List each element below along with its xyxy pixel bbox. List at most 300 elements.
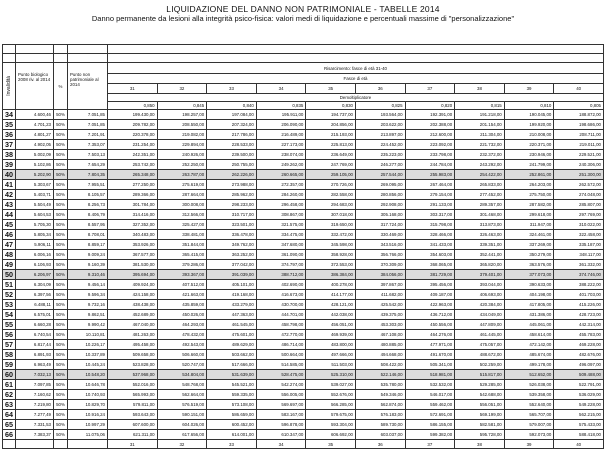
table-row	[3, 360, 604, 370]
multiplier-value: 0,805	[554, 102, 604, 110]
amount-cell: 301.784,00	[108, 200, 158, 210]
amount-cell: 424.158,00	[108, 290, 158, 300]
amount-cell: 263.787,00	[157, 170, 207, 180]
pnp-value: 10.548,20	[68, 370, 108, 380]
amount-cell: 308.867,00	[256, 210, 306, 220]
amount-cell: 297.769,00	[554, 210, 604, 220]
amount-cell: 579.007,00	[504, 420, 554, 430]
amount-cell: 332.472,00	[306, 230, 356, 240]
amount-cell: 260.665,00	[256, 170, 306, 180]
pnp-value: 8.859,17	[68, 240, 108, 250]
punto-value: 6.304,09	[16, 280, 54, 290]
amount-cell: 294.683,00	[306, 200, 356, 210]
percent-value: 50%	[54, 400, 68, 410]
amount-cell: 249.262,00	[256, 160, 306, 170]
amount-cell: 229.521,00	[554, 150, 604, 160]
percent-value: 50%	[54, 310, 68, 320]
amount-cell: 240.926,00	[157, 150, 207, 160]
invalidity-value: 66	[3, 430, 16, 440]
amount-cell: 512.652,00	[504, 370, 554, 380]
amount-cell: 287.664,00	[157, 190, 207, 200]
amount-cell: 505.341,00	[405, 360, 455, 370]
amount-cell: 314.416,00	[108, 210, 158, 220]
amount-cell: 367.577,00	[108, 250, 158, 260]
amount-cell: 368.065,00	[405, 260, 455, 270]
amount-cell: 305.168,00	[355, 210, 405, 220]
invalidity-value: 59	[3, 360, 16, 370]
amount-cell: 315.798,00	[405, 220, 455, 230]
amount-cell: 220.371,00	[504, 140, 554, 150]
amount-cell: 469.939,00	[306, 330, 356, 340]
table-row	[3, 330, 604, 340]
amount-cell: 401.703,00	[554, 290, 604, 300]
amount-cell: 482.676,00	[554, 350, 604, 360]
amount-cell: 246.277,00	[355, 160, 405, 170]
amount-cell: 313.873,00	[455, 220, 505, 230]
multiplier-value: 0,850	[108, 102, 158, 110]
amount-cell: 323.501,00	[207, 220, 257, 230]
percent-value: 50%	[54, 430, 68, 440]
amount-cell: 300.008,00	[157, 200, 207, 210]
amount-cell: 436.712,00	[405, 310, 455, 320]
amount-cell: 233.798,00	[405, 150, 455, 160]
amount-cell: 397.867,00	[355, 280, 405, 290]
footer-blank-cell	[54, 440, 68, 449]
amount-cell: 337.269,00	[504, 240, 554, 250]
table-row	[3, 290, 604, 300]
multiplier-label: Demoltiplicatore	[108, 94, 604, 102]
amount-cell: 409.187,00	[405, 290, 455, 300]
age-header: 36	[355, 84, 405, 94]
percent-value: 50%	[54, 350, 68, 360]
age-header: 31	[108, 84, 158, 94]
amount-cell: 456.051,00	[306, 320, 356, 330]
invalidity-value: 46	[3, 230, 16, 240]
amount-cell: 282.558,00	[306, 190, 356, 200]
table-row	[3, 350, 604, 360]
age-header: 39	[504, 84, 554, 94]
multiplier-value: 0,835	[256, 102, 306, 110]
amount-cell: 453.303,00	[355, 320, 405, 330]
amount-cell: 483.800,00	[306, 340, 356, 350]
amount-cell: 518.981,00	[405, 370, 455, 380]
amount-cell: 381.530,00	[108, 260, 158, 270]
invalidity-value: 49	[3, 260, 16, 270]
multiplier-value: 0,820	[405, 102, 455, 110]
amount-cell: 407.512,00	[157, 280, 207, 290]
percent-value: 50%	[54, 260, 68, 270]
amount-cell: 404.198,00	[504, 290, 554, 300]
amount-cell: 324.461,00	[504, 230, 554, 240]
table-row	[3, 170, 604, 180]
punto-value: 7.331,53	[16, 420, 54, 430]
amount-cell: 328.466,00	[405, 230, 455, 240]
invalidity-value: 43	[3, 200, 16, 210]
amount-cell: 377.042,00	[207, 260, 257, 270]
percent-value: 50%	[54, 110, 68, 120]
percent-value: 50%	[54, 240, 68, 250]
amount-cell: 517.666,00	[207, 360, 257, 370]
amount-cell: 377.073,00	[504, 270, 554, 280]
invalidity-value: 34	[3, 110, 16, 120]
amount-cell: 204.856,00	[306, 120, 356, 130]
punto-value: 6.891,93	[16, 350, 54, 360]
punto-value: 6.575,01	[16, 310, 54, 320]
amount-cell: 221.732,00	[455, 140, 505, 150]
amount-cell: 206.090,00	[256, 120, 306, 130]
amount-cell: 319.650,00	[306, 220, 356, 230]
amount-cell: 202.388,00	[405, 120, 455, 130]
amount-cell: 259.105,00	[306, 170, 356, 180]
amount-cell: 348.117,00	[554, 250, 604, 260]
amount-cell: 415.226,00	[554, 300, 604, 310]
footer-age: 33	[207, 440, 257, 449]
amount-cell: 469.228,00	[554, 340, 604, 350]
table-row	[3, 320, 604, 330]
amount-cell: 250.755,00	[207, 160, 257, 170]
amount-cell: 273.988,00	[207, 180, 257, 190]
amount-cell: 428.723,00	[554, 310, 604, 320]
amount-cell: 201.154,00	[455, 120, 505, 130]
amount-cell: 284.260,00	[256, 190, 306, 200]
amount-cell: 343.516,00	[355, 240, 405, 250]
percent-value: 50%	[54, 410, 68, 420]
amount-cell: 526.038,00	[504, 380, 554, 390]
amount-cell: 321.575,00	[256, 220, 306, 230]
footer-blank-cell	[16, 440, 54, 449]
amount-cell: 285.962,00	[207, 190, 257, 200]
amount-cell: 461.445,00	[455, 330, 505, 340]
pnp-value: 9.310,46	[68, 270, 108, 280]
invalidity-label: Invalidità	[6, 75, 12, 96]
amount-cell: 303.317,00	[405, 210, 455, 220]
amount-cell: 251.300,00	[554, 170, 604, 180]
pnp-value: 9.732,16	[68, 300, 108, 310]
amount-cell: 388.712,00	[256, 270, 306, 280]
amount-cell: 208.711,00	[554, 130, 604, 140]
amount-cell: 307.018,00	[306, 210, 356, 220]
amount-cell: 370.309,00	[355, 260, 405, 270]
amount-cell: 572.691,00	[405, 410, 455, 420]
amount-cell: 223.092,00	[405, 140, 455, 150]
amount-cell: 421.663,00	[157, 290, 207, 300]
amount-cell: 552.640,00	[504, 400, 554, 410]
age-header: 38	[455, 84, 505, 94]
amount-cell: 372.553,00	[306, 260, 356, 270]
amount-cell: 262.226,00	[207, 170, 257, 180]
pnp-value: 9.990,42	[68, 320, 108, 330]
punto-value: 4.701,23	[16, 120, 54, 130]
table-row	[3, 190, 604, 200]
percent-value: 50%	[54, 370, 68, 380]
amount-cell: 193.564,00	[355, 110, 405, 120]
amount-cell: 192.391,00	[405, 110, 455, 120]
amount-cell: 311.947,00	[504, 220, 554, 230]
page-subtitle: Danno permanente da lesioni alla integrità psico-fisica: valori medi di liquidazione e percentuali massime di "personalizzazione"	[91, 14, 515, 23]
amount-cell: 461.545,00	[207, 320, 257, 330]
amount-cell: 384.056,00	[355, 270, 405, 280]
multiplier-value: 0,825	[355, 102, 405, 110]
amount-cell: 257.544,00	[355, 170, 405, 180]
amount-cell: 391.039,00	[207, 270, 257, 280]
amount-cell: 447.363,00	[207, 310, 257, 320]
amount-cell: 556.051,00	[455, 400, 505, 410]
footer-age: 32	[157, 440, 207, 449]
amount-cell: 280.856,00	[355, 190, 405, 200]
pnp-value: 9.456,14	[68, 280, 108, 290]
punto-value: 6.963,49	[16, 360, 54, 370]
amount-cell: 406.693,00	[455, 290, 505, 300]
amount-cell: 277.250,00	[108, 180, 158, 190]
amount-cell: 215.193,00	[306, 130, 356, 140]
amount-cell: 350.279,00	[504, 250, 554, 260]
invalidity-value: 62	[3, 390, 16, 400]
table-row	[3, 370, 604, 380]
percent-value: 50%	[54, 160, 68, 170]
amount-cell: 255.983,00	[405, 170, 455, 180]
amount-cell: 593.643,00	[108, 410, 158, 420]
amount-cell: 579.675,00	[306, 410, 356, 420]
amount-cell: 595.728,00	[455, 430, 505, 440]
amount-cell: 310.022,00	[554, 220, 604, 230]
table-row	[3, 260, 604, 270]
amount-cell: 393.044,00	[455, 280, 505, 290]
amount-cell: 252.861,00	[504, 170, 554, 180]
amount-cell: 265.833,00	[455, 180, 505, 190]
amount-cell: 244.784,00	[405, 160, 455, 170]
pnp-value: 10.337,89	[68, 350, 108, 360]
amount-cell: 291.133,00	[405, 200, 455, 210]
table-row	[3, 220, 604, 230]
liquidation-table	[2, 44, 604, 449]
amount-cell: 556.005,00	[256, 390, 306, 400]
amount-cell: 254.422,00	[455, 170, 505, 180]
amount-cell: 419.168,00	[207, 290, 257, 300]
invalidity-value: 44	[3, 210, 16, 220]
amount-cell: 488.672,00	[455, 350, 505, 360]
amount-cell: 414.177,00	[306, 290, 356, 300]
amount-cell: 230.946,00	[504, 150, 554, 160]
amount-cell: 566.285,00	[306, 400, 356, 410]
amount-cell: 272.357,00	[256, 180, 306, 190]
invalidity-header	[3, 63, 16, 110]
punto-value: 6.817,44	[16, 340, 54, 350]
amount-cell: 354.603,00	[405, 250, 455, 260]
amount-cell: 442.314,00	[554, 320, 604, 330]
pnp-value: 11.075,06	[68, 430, 108, 440]
punto-value: 5.202,90	[16, 170, 54, 180]
invalidity-value: 53	[3, 300, 16, 310]
multiplier-value: 0,815	[455, 102, 505, 110]
amount-cell: 475.601,00	[207, 330, 257, 340]
percent-value: 50%	[54, 340, 68, 350]
amount-cell: 481.263,00	[108, 330, 158, 340]
percent-value: 50%	[54, 130, 68, 140]
pct-header: %	[54, 63, 68, 110]
amount-cell: 225.813,00	[306, 140, 356, 150]
amount-cell: 379.286,00	[157, 260, 207, 270]
amount-cell: 552.016,00	[108, 380, 158, 390]
punto-value: 5.002,09	[16, 150, 54, 160]
punto-value: 5.705,30	[16, 220, 54, 230]
percent-value: 50%	[54, 380, 68, 390]
age-header: 34	[256, 84, 306, 94]
amount-cell: 335.187,00	[554, 240, 604, 250]
amount-cell: 559.462,00	[405, 400, 455, 410]
amount-cell: 219.082,00	[157, 130, 207, 140]
amount-cell: 467.040,00	[108, 320, 158, 330]
amount-cell: 247.769,00	[306, 160, 356, 170]
amount-cell: 326.463,00	[455, 230, 505, 240]
invalidity-value: 56	[3, 330, 16, 340]
punto-value: 4.600,46	[16, 110, 54, 120]
amount-cell: 191.218,00	[455, 110, 505, 120]
amount-cell: 522.791,00	[554, 380, 604, 390]
invalidity-value: 37	[3, 140, 16, 150]
amount-cell: 274.048,00	[554, 190, 604, 200]
amount-cell: 395.456,00	[405, 280, 455, 290]
amount-cell: 472.142,00	[504, 340, 554, 350]
pnp-header: Punto non patrimoniale al 2014	[68, 63, 108, 110]
amount-cell: 431.386,00	[504, 310, 554, 320]
pnp-value: 9.862,51	[68, 310, 108, 320]
invalidity-value: 52	[3, 290, 16, 300]
pnp-value: 7.201,91	[68, 130, 108, 140]
amount-cell: 296.458,00	[256, 200, 306, 210]
table-row	[3, 300, 604, 310]
amount-cell: 509.658,00	[108, 350, 158, 360]
amount-cell: 227.173,00	[256, 140, 306, 150]
amount-cell: 190.045,00	[504, 110, 554, 120]
percent-value: 50%	[54, 230, 68, 240]
pnp-value: 7.353,07	[68, 140, 108, 150]
punto-value: 5.102,86	[16, 160, 54, 170]
punto-value: 6.488,11	[16, 300, 54, 310]
amount-cell: 219.011,00	[554, 140, 604, 150]
multiplier-value: 0,845	[157, 102, 207, 110]
percent-value: 50%	[54, 420, 68, 430]
age-range-title: Risarcimento: fasce di età 31-40	[108, 63, 604, 74]
amount-cell: 562.215,00	[554, 410, 604, 420]
percent-value: 50%	[54, 390, 68, 400]
amount-cell: 365.820,00	[455, 260, 505, 270]
table-row	[3, 150, 604, 160]
amount-cell: 208.550,00	[157, 120, 207, 130]
amount-cell: 539.358,00	[504, 390, 554, 400]
pnp-value: 7.503,13	[68, 150, 108, 160]
footer-age: 38	[455, 440, 505, 449]
age-header: 40	[554, 84, 604, 94]
amount-cell: 400.278,00	[306, 280, 356, 290]
amount-cell: 545.521,00	[207, 380, 257, 390]
amount-cell: 464.276,00	[405, 330, 455, 340]
punto-value: 5.403,71	[16, 190, 54, 200]
amount-cell: 506.660,00	[157, 350, 207, 360]
amount-cell: 508.422,00	[355, 360, 405, 370]
amount-cell: 212.600,00	[405, 130, 455, 140]
amount-cell: 589.730,00	[355, 420, 405, 430]
age-header: 32	[157, 84, 207, 94]
percent-value: 50%	[54, 290, 68, 300]
amount-cell: 480.885,00	[355, 340, 405, 350]
amount-cell: 434.049,00	[455, 310, 505, 320]
amount-cell: 486.714,00	[256, 340, 306, 350]
amount-cell: 537.968,00	[108, 370, 158, 380]
amount-cell: 576.183,00	[355, 410, 405, 420]
amount-cell: 327.352,00	[108, 220, 158, 230]
punto-value: 7.032,13	[16, 370, 54, 380]
percent-value: 50%	[54, 360, 68, 370]
invalidity-value: 40	[3, 170, 16, 180]
invalidity-value: 48	[3, 250, 16, 260]
invalidity-value: 55	[3, 320, 16, 330]
footer-age: 37	[405, 440, 455, 449]
amount-cell: 231.254,00	[108, 140, 158, 150]
amount-cell: 536.029,00	[554, 390, 604, 400]
invalidity-value: 57	[3, 340, 16, 350]
amount-cell: 203.622,00	[355, 120, 405, 130]
amount-cell: 582.581,00	[455, 420, 505, 430]
multiplier-value: 0,840	[207, 102, 257, 110]
amount-cell: 559.335,00	[207, 390, 257, 400]
amount-cell: 217.786,00	[207, 130, 257, 140]
amount-cell: 379.401,00	[455, 270, 505, 280]
amount-cell: 292.908,00	[355, 200, 405, 210]
percent-value: 50%	[54, 220, 68, 230]
invalidity-value: 54	[3, 310, 16, 320]
punto-value: 7.219,80	[16, 400, 54, 410]
amount-cell: 455.783,00	[554, 330, 604, 340]
amount-cell: 495.458,00	[108, 340, 158, 350]
amount-cell: 264.203,00	[504, 180, 554, 190]
amount-cell: 210.008,00	[504, 130, 554, 140]
amount-cell: 546.017,00	[405, 390, 455, 400]
amount-cell: 339.351,00	[455, 240, 505, 250]
amount-cell: 450.026,00	[157, 310, 207, 320]
amount-cell: 583.167,00	[256, 410, 306, 420]
amount-cell: 356.766,00	[355, 250, 405, 260]
punto-value: 7.277,49	[16, 410, 54, 420]
pnp-value: 7.051,85	[68, 110, 108, 120]
amount-cell: 514.585,00	[256, 360, 306, 370]
age-header: 35	[306, 84, 356, 94]
amount-cell: 532.532,00	[405, 380, 455, 390]
amount-cell: 374.797,00	[256, 260, 306, 270]
punto-value: 6.006,16	[16, 250, 54, 260]
percent-value: 50%	[54, 280, 68, 290]
amount-cell: 430.700,00	[256, 300, 306, 310]
amount-cell: 416.673,00	[256, 290, 306, 300]
amount-cell: 614.001,00	[207, 430, 257, 440]
amount-cell: 523.828,00	[108, 360, 158, 370]
amount-cell: 444.701,00	[256, 310, 306, 320]
punto-value: 6.397,56	[16, 290, 54, 300]
table-row	[3, 310, 604, 320]
amount-cell: 262.572,00	[554, 180, 604, 190]
amount-cell: 365.415,00	[157, 250, 207, 260]
amount-cell: 617.656,00	[157, 430, 207, 440]
pnp-value: 10.997,29	[68, 420, 108, 430]
amount-cell: 433.279,00	[207, 300, 257, 310]
pnp-value: 10.916,24	[68, 410, 108, 420]
percent-value: 50%	[54, 200, 68, 210]
amount-cell: 393.367,00	[157, 270, 207, 280]
punto-value: 7.383,37	[16, 430, 54, 440]
amount-cell: 285.807,00	[554, 200, 604, 210]
amount-cell: 199.920,00	[504, 120, 554, 130]
amount-cell: 439.375,00	[355, 310, 405, 320]
amount-cell: 500.664,00	[256, 350, 306, 360]
